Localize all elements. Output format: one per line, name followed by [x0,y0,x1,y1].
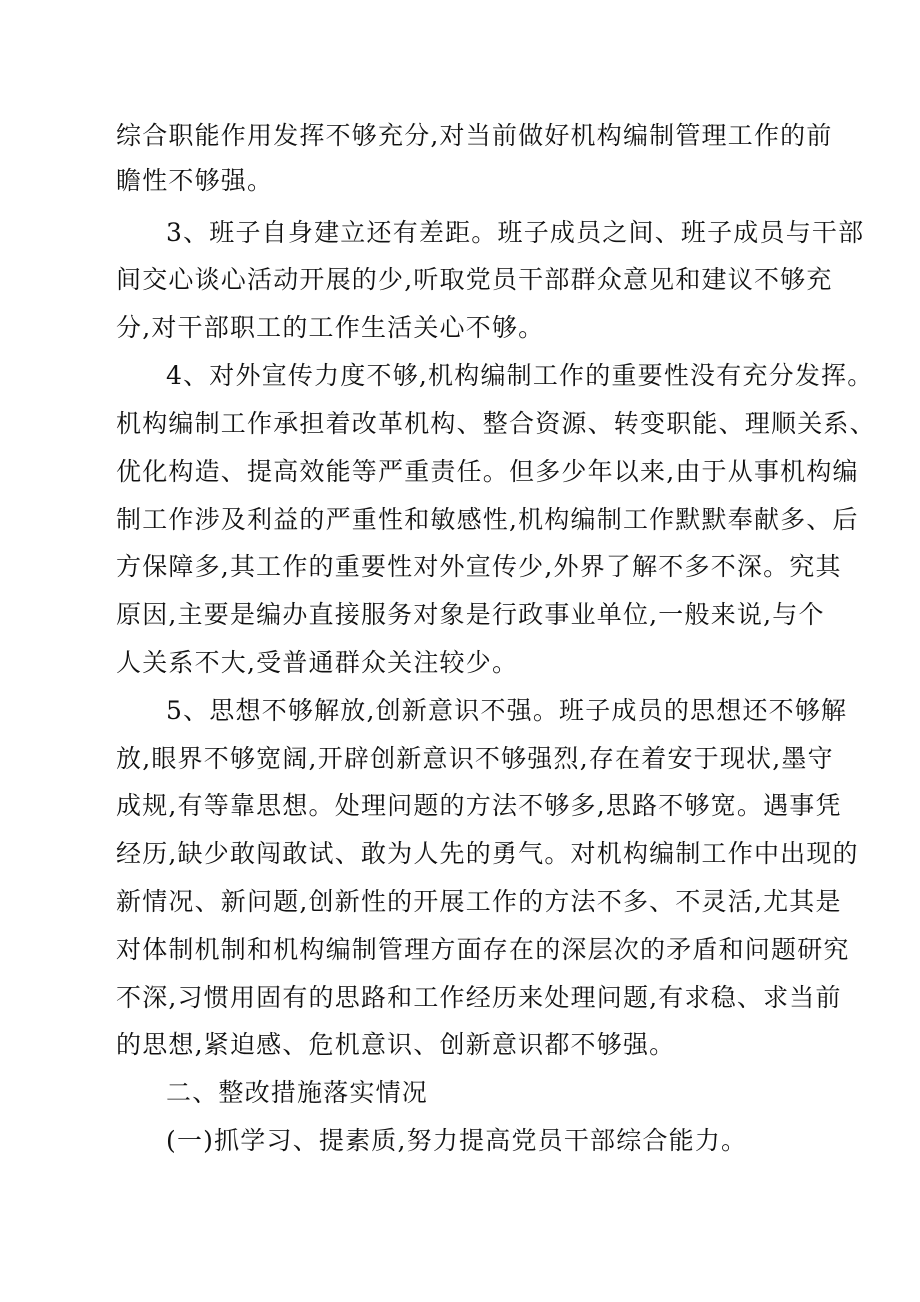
text-line: 优化构造、提高效能等严重责任。但多少年以来,由于从事机构编 [116,457,859,486]
text-line: 原因,主要是编办直接服务对象是行政事业单位,一般来说,与个 [116,600,825,629]
text-line: 放,眼界不够宽阔,开辟创新意识不够强烈,存在着安于现状,墨守 [116,744,834,773]
text-line: 间交心谈心活动开展的少,听取党员干部群众意见和建议不够充 [116,265,833,294]
text-line: 新情况、新问题,创新性的开展工作的方法不多、不灵活,尤其是 [116,887,842,916]
subsection-heading: (一)抓学习、提素质,努力提高党员干部综合能力。 [166,1126,748,1155]
text-line: 综合职能作用发挥不够充分,对当前做好机构编制管理工作的前 [116,121,833,150]
text-line: 制工作涉及利益的严重性和敏感性,机构编制工作默默奉献多、后 [116,505,859,534]
section-heading: 二、整改措施落实情况 [166,1078,429,1107]
paragraph-5-heading: 5、思想不够解放,创新意识不强。班子成员的思想还不够解 [166,696,848,725]
text-line: 经历,缺少敢闯敢试、敢为人先的勇气。对机构编制工作中出现的 [116,839,859,868]
text-line: 分,对干部职工的工作生活关心不够。 [116,313,545,342]
text-line: 对体制机制和机构编制管理方面存在的深层次的矛盾和问题研究 [116,935,850,964]
paragraph-4-heading: 4、对外宣传力度不够,机构编制工作的重要性没有充分发挥。 [166,361,874,390]
paragraph-3-heading: 3、班子自身建立还有差距。班子成员之间、班子成员与干部 [166,218,865,247]
text-line: 方保障多,其工作的重要性对外宣传少,外界了解不多不深。究其 [116,552,842,581]
text-line: 机构编制工作承担着改革机构、整合资源、转变职能、理顺关系、 [116,409,876,438]
text-line: 人关系不大,受普通群众关注较少。 [116,648,519,677]
text-line: 成规,有等靠思想。处理问题的方法不够多,思路不够宽。遇事凭 [116,791,842,820]
text-line: 不深,习惯用固有的思路和工作经历来处理问题,有求稳、求当前 [116,983,842,1012]
text-line: 瞻性不够强。 [116,166,274,195]
text-line: 的思想,紧迫感、危机意识、创新意识都不够强。 [116,1030,676,1059]
